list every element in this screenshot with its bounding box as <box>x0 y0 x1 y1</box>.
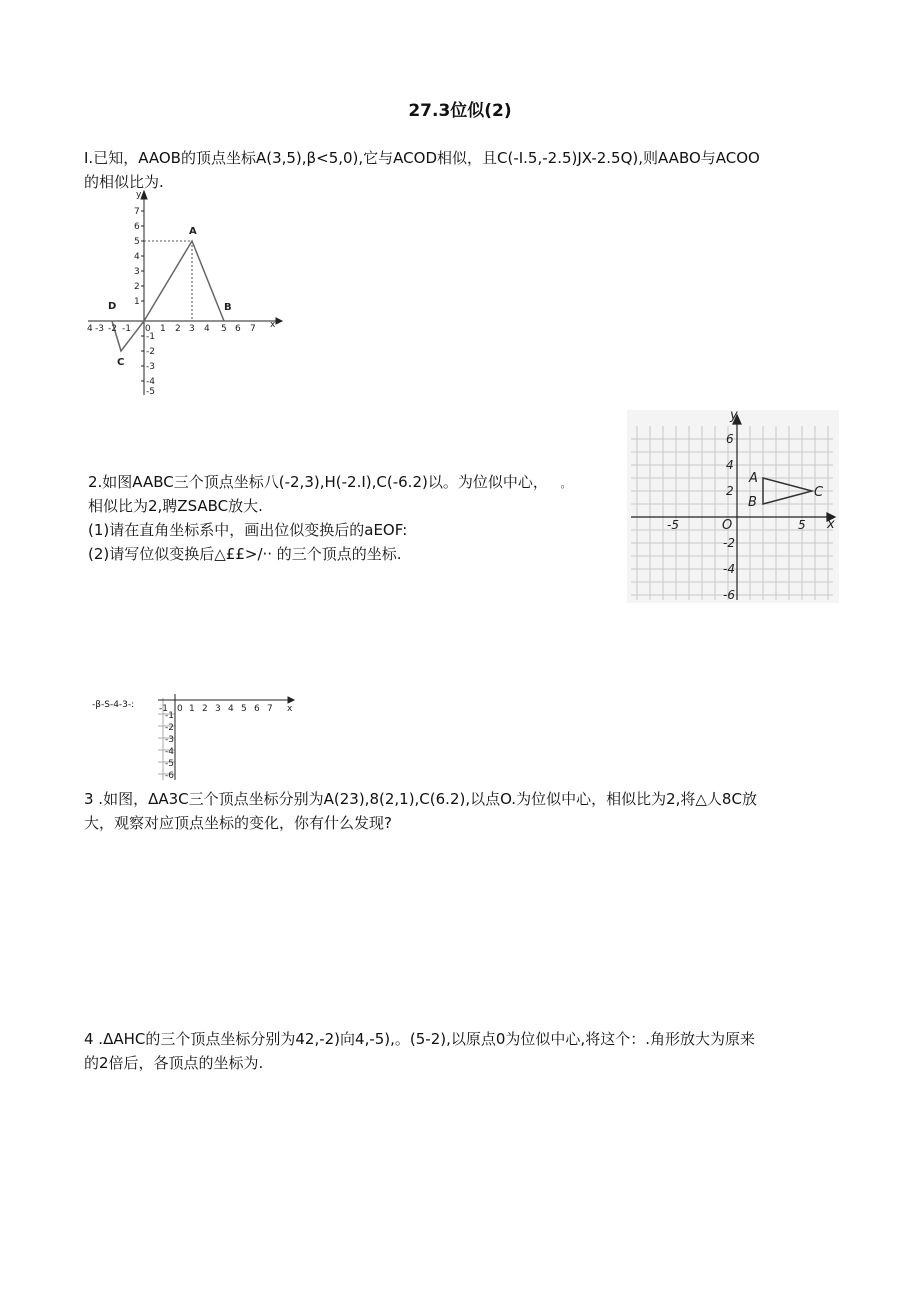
q1-y-arrow <box>141 191 147 199</box>
q1-point-a: A <box>189 226 197 237</box>
small-x-tick: 4 <box>228 704 234 714</box>
q3-line-2: 大，观察对应顶点坐标的变化，你有什么发现? <box>84 814 392 832</box>
q1-x-tick: 1 <box>160 324 166 334</box>
q2-x-tick: 5 <box>798 518 806 532</box>
q1-triangle-aob <box>144 241 224 321</box>
q1-x-tick: 0 <box>145 324 151 334</box>
small-x-arrow <box>288 697 294 703</box>
q1-x-tick: 2 <box>175 324 181 334</box>
q1-x-tick: 4 <box>87 324 93 334</box>
q2-line-4: (2)请写位似变换后△££>/·· 的三个顶点的坐标. <box>88 545 402 563</box>
q2-y-tick: 6 <box>726 432 734 446</box>
q1-x-tick: 3 <box>189 324 195 334</box>
q2-line-2: 相似比为2,聘ZSABC放大. <box>88 497 263 515</box>
q2-y-label: y <box>730 410 738 423</box>
q1-point-d: D <box>108 301 117 312</box>
q2-line-1 <box>88 470 572 496</box>
q2-point-b: B <box>748 495 757 510</box>
q1-x-tick: 5 <box>221 324 227 334</box>
q2-line-3: (1)请在直角坐标系中，画出位似变换后的aEOF: <box>88 521 408 539</box>
small-graph-neg-labels: -β-S-4-3-: <box>92 700 135 710</box>
q1-x-tick: -2 <box>108 324 117 334</box>
small-x-tick: 7 <box>267 704 273 714</box>
small-y-tick: -2 <box>165 723 174 733</box>
q1-x-tick: -1 <box>122 324 131 334</box>
q1-y-tick: 1 <box>134 297 140 307</box>
small-y-tick: -3 <box>165 735 174 745</box>
small-y-tick: -5 <box>165 759 174 769</box>
q2-dot: 。 <box>560 477 572 490</box>
q1-x-tick: -3 <box>95 324 104 334</box>
q1-y-tick: 7 <box>134 207 140 217</box>
q1-y-tick: 4 <box>134 252 140 262</box>
small-x-tick: 6 <box>254 704 260 714</box>
q2-x-label: x <box>827 517 835 532</box>
q1-y-tick: 6 <box>134 222 140 232</box>
q2-y-tick: -6 <box>723 588 735 602</box>
q4-line-1: 4 .ΔAHC的三个顶点坐标分别为42,-2)向4,-5),。(5-2),以原点0为位似中心,将这个：.角形放大为原来 <box>84 1030 755 1048</box>
q2-y-tick: 4 <box>726 458 734 472</box>
q4-line-2: 的2倍后，各顶点的坐标为. <box>84 1054 264 1072</box>
q1-point-b: B <box>224 302 232 313</box>
small-graph <box>155 690 297 782</box>
q1-y-tick: -3 <box>146 362 155 372</box>
q1-x-tick: 6 <box>235 324 241 334</box>
q1-y-tick: 5 <box>134 237 140 247</box>
small-y-tick: -6 <box>165 771 174 781</box>
q1-y-tick: 2 <box>134 282 140 292</box>
q1-line-1: I.已知，AAOB的顶点坐标A(3,5),β<5,0),它与ACOD相似，且C(-I.5,-2.5)JX-2.5Q),则AABO与ACOO <box>84 149 760 167</box>
q1-x-tick: 4 <box>204 324 210 334</box>
q1-line-2: 的相似比为. <box>84 173 164 191</box>
q1-y-tick: -4 <box>146 377 155 387</box>
q1-graph <box>84 185 289 397</box>
q2-y-tick: -2 <box>723 536 735 550</box>
small-x-tick: 0 <box>177 704 183 714</box>
q2-y-tick: -4 <box>723 562 735 576</box>
small-y-tick: -1 <box>165 711 174 721</box>
q2-origin-label: O <box>722 518 733 533</box>
q2-line-1-text: 2.如图AABC三个顶点坐标八(-2,3),H(-2.I),C(-6.2)以。为位似中心， <box>88 473 548 491</box>
q1-y-label: y <box>136 190 142 200</box>
q2-point-c: C <box>814 485 824 500</box>
q2-y-tick: 2 <box>726 484 734 498</box>
q1-x-arrow <box>276 318 282 324</box>
q2-graph <box>627 410 839 603</box>
small-x-tick: -1 <box>159 704 168 714</box>
small-y-tick: -4 <box>165 747 174 757</box>
q1-y-tick: -1 <box>146 332 155 342</box>
small-x-label: x <box>287 704 293 714</box>
small-x-tick: 3 <box>215 704 221 714</box>
q1-x-tick: 7 <box>250 324 256 334</box>
page-title: 27.3位似(2) <box>408 101 512 121</box>
q1-y-tick: -2 <box>146 347 155 357</box>
q1-point-c: C <box>117 357 125 368</box>
q2-x-tick: -5 <box>667 518 679 532</box>
small-x-tick: 1 <box>189 704 195 714</box>
small-x-tick: 2 <box>202 704 208 714</box>
q1-y-tick: 3 <box>134 267 140 277</box>
q3-line-1: 3 .如图，ΔA3C三个顶点坐标分别为A(23),8(2,1),C(6.2),以点O.为位似中心，相似比为2,将△人8C放 <box>84 790 757 808</box>
q1-y-tick: -5 <box>146 387 155 397</box>
q1-x-label: x <box>270 320 276 330</box>
q2-point-a: A <box>749 471 758 486</box>
small-x-tick: 5 <box>241 704 247 714</box>
